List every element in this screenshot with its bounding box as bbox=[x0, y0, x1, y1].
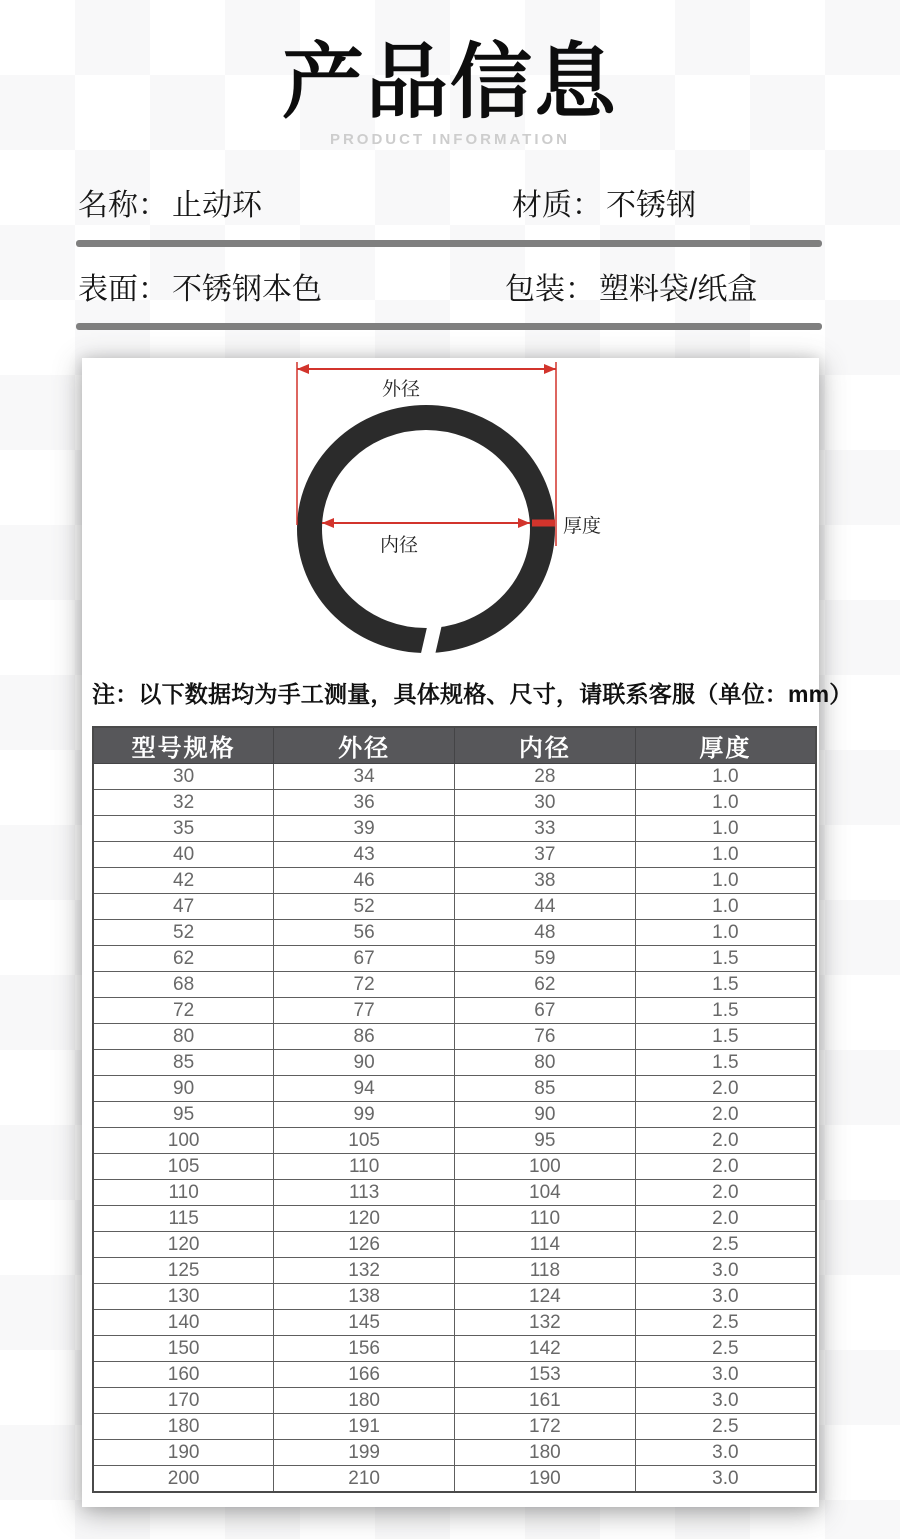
table-cell: 115 bbox=[93, 1206, 274, 1232]
table-cell: 62 bbox=[93, 946, 274, 972]
table-row bbox=[93, 1180, 816, 1206]
table-cell: 3.0 bbox=[635, 1284, 816, 1310]
table-row bbox=[93, 998, 816, 1024]
table-cell: 2.0 bbox=[635, 1206, 816, 1232]
table-cell: 85 bbox=[455, 1076, 636, 1102]
attr-surface-label: 表面： bbox=[78, 273, 168, 306]
table-cell: 132 bbox=[455, 1310, 636, 1336]
table-row bbox=[93, 1076, 816, 1102]
table-cell: 113 bbox=[274, 1180, 455, 1206]
table-row bbox=[93, 1336, 816, 1362]
table-cell: 104 bbox=[455, 1180, 636, 1206]
table-cell: 1.5 bbox=[635, 972, 816, 998]
table-cell: 1.0 bbox=[635, 920, 816, 946]
column-header: 内径 bbox=[455, 727, 636, 764]
table-cell: 1.0 bbox=[635, 816, 816, 842]
table-cell: 114 bbox=[455, 1232, 636, 1258]
table-cell: 86 bbox=[274, 1024, 455, 1050]
table-row bbox=[93, 816, 816, 842]
table-cell: 100 bbox=[93, 1128, 274, 1154]
table-cell: 1.0 bbox=[635, 790, 816, 816]
ring-illustration bbox=[82, 358, 819, 688]
table-cell: 2.0 bbox=[635, 1102, 816, 1128]
table-cell: 124 bbox=[455, 1284, 636, 1310]
table-cell: 166 bbox=[274, 1362, 455, 1388]
table-row bbox=[93, 1466, 816, 1493]
table-cell: 3.0 bbox=[635, 1258, 816, 1284]
table-cell: 110 bbox=[93, 1180, 274, 1206]
table-cell: 2.5 bbox=[635, 1414, 816, 1440]
arrowhead-right bbox=[544, 364, 556, 374]
table-cell: 180 bbox=[274, 1388, 455, 1414]
arrowhead-right bbox=[518, 518, 530, 528]
table-cell: 32 bbox=[93, 790, 274, 816]
table-cell: 76 bbox=[455, 1024, 636, 1050]
table-cell: 80 bbox=[455, 1050, 636, 1076]
table-row bbox=[93, 1284, 816, 1310]
inner-diameter-label: 内径 bbox=[380, 535, 419, 556]
attr-material bbox=[512, 189, 696, 223]
table-row bbox=[93, 1310, 816, 1336]
table-cell: 1.5 bbox=[635, 1050, 816, 1076]
table-cell: 100 bbox=[455, 1154, 636, 1180]
attr-surface bbox=[78, 273, 322, 307]
attr-material-label: 材质： bbox=[512, 189, 602, 222]
table-cell: 68 bbox=[93, 972, 274, 998]
table-cell: 72 bbox=[93, 998, 274, 1024]
table-cell: 56 bbox=[274, 920, 455, 946]
table-row bbox=[93, 1440, 816, 1466]
column-header: 厚度 bbox=[635, 727, 816, 764]
table-cell: 110 bbox=[274, 1154, 455, 1180]
table-cell: 77 bbox=[274, 998, 455, 1024]
table-cell: 90 bbox=[455, 1102, 636, 1128]
table-cell: 138 bbox=[274, 1284, 455, 1310]
table-row bbox=[93, 1362, 816, 1388]
table-row bbox=[93, 1102, 816, 1128]
table-cell: 28 bbox=[455, 764, 636, 790]
table-cell: 170 bbox=[93, 1388, 274, 1414]
table-row bbox=[93, 1232, 816, 1258]
table-cell: 110 bbox=[455, 1206, 636, 1232]
table-cell: 1.0 bbox=[635, 842, 816, 868]
table-cell: 160 bbox=[93, 1362, 274, 1388]
table-cell: 132 bbox=[274, 1258, 455, 1284]
table-cell: 52 bbox=[274, 894, 455, 920]
table-cell: 52 bbox=[93, 920, 274, 946]
page-subtitle: PRODUCT INFORMATION bbox=[329, 131, 571, 148]
attr-product-name bbox=[78, 189, 262, 223]
spec-table bbox=[92, 726, 817, 1493]
table-cell: 2.0 bbox=[635, 1154, 816, 1180]
table-cell: 67 bbox=[274, 946, 455, 972]
table-cell: 37 bbox=[455, 842, 636, 868]
table-cell: 140 bbox=[93, 1310, 274, 1336]
measurement-note: 注：以下数据均为手工测量，具体规格、尺寸，请联系客服（单位：mm） bbox=[92, 681, 853, 707]
arrowhead-left bbox=[322, 518, 334, 528]
table-cell: 1.0 bbox=[635, 894, 816, 920]
table-cell: 85 bbox=[93, 1050, 274, 1076]
table-cell: 2.5 bbox=[635, 1336, 816, 1362]
table-cell: 36 bbox=[274, 790, 455, 816]
table-row bbox=[93, 868, 816, 894]
table-cell: 126 bbox=[274, 1232, 455, 1258]
table-cell: 2.5 bbox=[635, 1232, 816, 1258]
table-cell: 59 bbox=[455, 946, 636, 972]
table-cell: 199 bbox=[274, 1440, 455, 1466]
arrowhead-left bbox=[297, 364, 309, 374]
attr-packaging-value: 塑料袋/纸盒 bbox=[599, 273, 758, 306]
outer-diameter-label: 外径 bbox=[382, 379, 421, 400]
table-cell: 2.0 bbox=[635, 1180, 816, 1206]
table-cell: 48 bbox=[455, 920, 636, 946]
table-cell: 190 bbox=[93, 1440, 274, 1466]
section-divider bbox=[76, 240, 822, 247]
table-cell: 95 bbox=[455, 1128, 636, 1154]
table-row bbox=[93, 1414, 816, 1440]
table-row bbox=[93, 1128, 816, 1154]
table-row bbox=[93, 1258, 816, 1284]
table-cell: 130 bbox=[93, 1284, 274, 1310]
column-header: 型号规格 bbox=[93, 727, 274, 764]
table-row bbox=[93, 1154, 816, 1180]
table-cell: 38 bbox=[455, 868, 636, 894]
table-cell: 105 bbox=[274, 1128, 455, 1154]
table-cell: 172 bbox=[455, 1414, 636, 1440]
table-cell: 34 bbox=[274, 764, 455, 790]
table-cell: 150 bbox=[93, 1336, 274, 1362]
table-cell: 120 bbox=[274, 1206, 455, 1232]
table-cell: 99 bbox=[274, 1102, 455, 1128]
table-cell: 40 bbox=[93, 842, 274, 868]
table-row bbox=[93, 1206, 816, 1232]
table-cell: 190 bbox=[455, 1466, 636, 1493]
table-cell: 3.0 bbox=[635, 1388, 816, 1414]
table-cell: 80 bbox=[93, 1024, 274, 1050]
table-cell: 30 bbox=[93, 764, 274, 790]
table-cell: 125 bbox=[93, 1258, 274, 1284]
table-cell: 2.5 bbox=[635, 1310, 816, 1336]
attr-packaging bbox=[505, 273, 757, 307]
table-cell: 42 bbox=[93, 868, 274, 894]
table-cell: 47 bbox=[93, 894, 274, 920]
table-cell: 210 bbox=[274, 1466, 455, 1493]
table-cell: 145 bbox=[274, 1310, 455, 1336]
table-cell: 156 bbox=[274, 1336, 455, 1362]
table-row bbox=[93, 764, 816, 790]
table-cell: 1.5 bbox=[635, 946, 816, 972]
table-header-row bbox=[93, 727, 816, 764]
table-cell: 39 bbox=[274, 816, 455, 842]
table-row bbox=[93, 946, 816, 972]
table-cell: 90 bbox=[274, 1050, 455, 1076]
table-cell: 35 bbox=[93, 816, 274, 842]
ring-shape bbox=[310, 418, 543, 641]
table-cell: 1.5 bbox=[635, 1024, 816, 1050]
table-cell: 94 bbox=[274, 1076, 455, 1102]
table-cell: 180 bbox=[93, 1414, 274, 1440]
table-cell: 72 bbox=[274, 972, 455, 998]
table-cell: 1.0 bbox=[635, 764, 816, 790]
column-header: 外径 bbox=[274, 727, 455, 764]
table-cell: 30 bbox=[455, 790, 636, 816]
table-cell: 3.0 bbox=[635, 1466, 816, 1493]
table-cell: 153 bbox=[455, 1362, 636, 1388]
table-cell: 105 bbox=[93, 1154, 274, 1180]
table-cell: 142 bbox=[455, 1336, 636, 1362]
table-cell: 1.0 bbox=[635, 868, 816, 894]
table-row bbox=[93, 1024, 816, 1050]
thickness-label: 厚度 bbox=[563, 516, 602, 537]
table-cell: 161 bbox=[455, 1388, 636, 1414]
table-cell: 191 bbox=[274, 1414, 455, 1440]
attr-product-name-label: 名称： bbox=[78, 189, 168, 222]
table-row bbox=[93, 920, 816, 946]
table-row bbox=[93, 1050, 816, 1076]
table-cell: 3.0 bbox=[635, 1440, 816, 1466]
table-cell: 67 bbox=[455, 998, 636, 1024]
table-row bbox=[93, 1388, 816, 1414]
table-cell: 46 bbox=[274, 868, 455, 894]
table-cell: 44 bbox=[455, 894, 636, 920]
table-cell: 1.5 bbox=[635, 998, 816, 1024]
ring-dimension-diagram bbox=[82, 358, 819, 688]
table-cell: 2.0 bbox=[635, 1128, 816, 1154]
attr-material-value: 不锈钢 bbox=[606, 189, 696, 222]
attr-surface-value: 不锈钢本色 bbox=[172, 273, 322, 306]
table-cell: 90 bbox=[93, 1076, 274, 1102]
section-divider bbox=[76, 323, 822, 330]
table-cell: 43 bbox=[274, 842, 455, 868]
attr-product-name-value: 止动环 bbox=[172, 189, 262, 222]
table-cell: 120 bbox=[93, 1232, 274, 1258]
table-cell: 2.0 bbox=[635, 1076, 816, 1102]
table-cell: 95 bbox=[93, 1102, 274, 1128]
table-cell: 33 bbox=[455, 816, 636, 842]
table-cell: 3.0 bbox=[635, 1362, 816, 1388]
table-row bbox=[93, 972, 816, 998]
table-row bbox=[93, 842, 816, 868]
table-cell: 200 bbox=[93, 1466, 274, 1493]
spec-card bbox=[82, 358, 853, 1507]
page-title: 产品信息 bbox=[281, 37, 618, 128]
table-cell: 62 bbox=[455, 972, 636, 998]
table-cell: 180 bbox=[455, 1440, 636, 1466]
attr-packaging-label: 包装： bbox=[505, 273, 595, 306]
table-row bbox=[93, 894, 816, 920]
table-row bbox=[93, 790, 816, 816]
table-cell: 118 bbox=[455, 1258, 636, 1284]
